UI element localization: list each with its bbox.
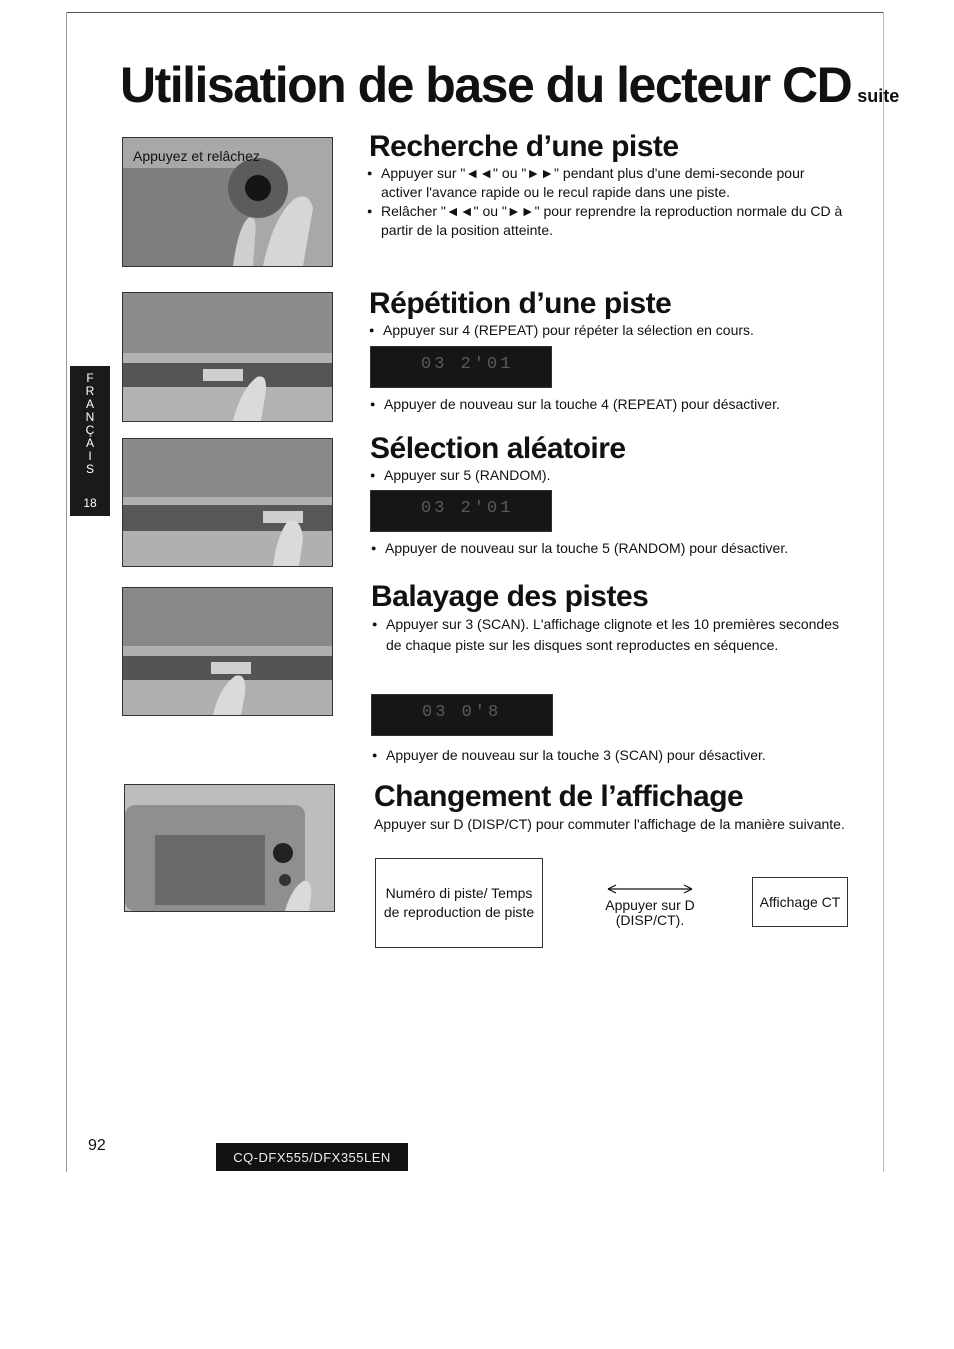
language-letter: R [85, 384, 95, 398]
language-letter: Ç [85, 423, 95, 437]
heading-aleatoire: Sélection aléatoire [370, 432, 626, 465]
double-arrow-icon [604, 882, 696, 896]
affichage-intro: Appuyer sur D (DISP/CT) pour commuter l'affichage de la manière suivante. [374, 816, 845, 832]
bullet-item: ● Appuyer sur 5 (RANDOM). [370, 466, 848, 485]
photo-random-button [122, 438, 333, 567]
language-letter: A [85, 436, 94, 450]
language-tab [70, 366, 110, 516]
heading-affichage: Changement de l’affichage [374, 780, 744, 813]
balayage-body [372, 614, 846, 656]
photo-caption: Appuyez et relâchez [133, 148, 260, 164]
lcd-display-scan [371, 694, 553, 736]
stereo-photo-illustration [125, 785, 334, 911]
page-title-main: Utilisation de base du lecteur CD [120, 57, 852, 113]
language-letter: S [85, 462, 94, 476]
heading-repetition: Répétition d’une piste [369, 287, 672, 320]
page-number: 92 [88, 1137, 106, 1154]
lcd-readout: 03 2'01 [421, 355, 514, 374]
lcd-display-random [370, 490, 552, 532]
photo-repeat-button [122, 292, 333, 422]
bullet-item: ● Appuyer de nouveau sur la touche 5 (RANDOM) pour désactiver. [371, 539, 849, 558]
photo-disp-button [124, 784, 335, 912]
stereo-photo-illustration [123, 439, 332, 566]
bullet-item: ● Appuyer de nouveau sur la touche 4 (REPEAT) pour désactiver. [370, 395, 848, 414]
sidebar-page-number: 18 [83, 496, 97, 510]
bullet-item: ● Relâcher "◄◄" ou "►►" pour reprendre la reproduction normale du CD à partir de la position atteinte. [367, 202, 845, 240]
display-mode-track-time: Numéro di piste/ Temps de reproduction de piste [375, 858, 543, 948]
left-rule [66, 12, 67, 1172]
language-letter: I [88, 449, 92, 463]
page-title [120, 56, 899, 114]
bullet-item: ● Appuyer de nouveau sur la touche 3 (SCAN) pour désactiver. [372, 746, 850, 765]
photo-scan-button [122, 587, 333, 716]
bullet-item: ● Appuyer sur 4 (REPEAT) pour répéter la sélection en cours. [369, 321, 847, 340]
lcd-readout: 03 2'01 [421, 499, 514, 518]
heading-balayage: Balayage des pistes [371, 580, 649, 613]
top-rule [66, 12, 884, 13]
language-letter: A [85, 397, 94, 411]
heading-recherche: Recherche d’une piste [369, 130, 679, 163]
bullet-item: ● Appuyer sur "◄◄" ou "►►" pendant plus d'une demi-seconde pour activer l'avance rapide ou le recul rapide dans une piste. [367, 164, 845, 202]
aleatoire-off [371, 539, 849, 558]
lcd-readout: 03 0'8 [422, 703, 502, 722]
lcd-display-repeat [370, 346, 552, 388]
balayage-off [372, 746, 850, 765]
aleatoire-body [370, 466, 848, 485]
model-number-badge: CQ-DFX555/DFX355LEN [216, 1143, 408, 1171]
stereo-photo-illustration [123, 293, 332, 421]
recherche-body [367, 164, 845, 240]
photo-fast-forward [122, 137, 333, 267]
right-rule [883, 12, 884, 1172]
language-letter: F [86, 371, 94, 385]
repetition-off [370, 395, 848, 414]
bullet-item: ● Appuyer sur 3 (SCAN). L'affichage clignote et les 10 premières secondes de chaque piste sur les disques sont reproductes en séquence. [372, 614, 846, 656]
stereo-photo-illustration [123, 588, 332, 715]
page-title-suffix: suite [857, 86, 900, 106]
arrow-caption: Appuyer sur D (DISP/CT). [605, 897, 695, 928]
language-letter: N [85, 410, 95, 424]
display-mode-clock: Affichage CT [752, 877, 848, 927]
repetition-body [369, 321, 847, 340]
